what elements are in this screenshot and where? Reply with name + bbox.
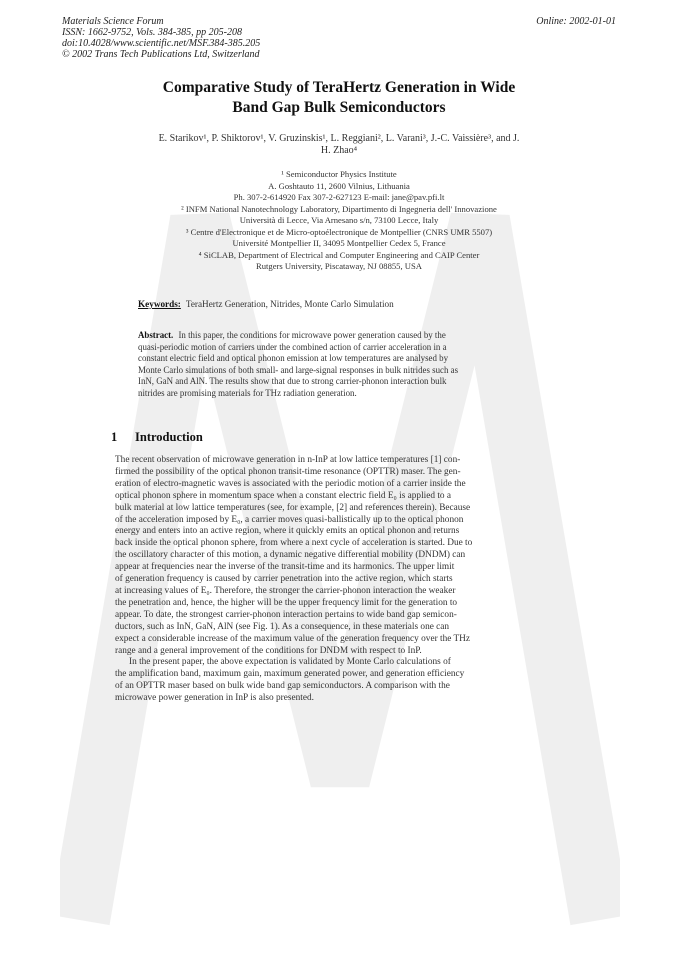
paper-title <box>110 78 568 118</box>
body-line: energy and enters into an active region, where it quickly emits an optical phonon and returns <box>115 526 460 537</box>
body-line: expect a considerable increase of the maximum value of the generation frequency over the THz <box>115 633 471 644</box>
journal-name: Materials Science Forum <box>62 16 164 27</box>
affiliation-line: Ph. 307-2-614920 Fax 307-2-627123 E-mail: jane@pav.pfi.lt <box>233 192 445 202</box>
section-heading <box>111 430 203 445</box>
abstract-line: In this paper, the conditions for microwave power generation caused by the <box>178 330 446 340</box>
affiliation-line: A. Goshtauto 11, 2600 Vilnius, Lithuania <box>268 180 410 191</box>
affiliation-line: ⁴ SiCLAB, Department of Electrical and Computer Engineering and CAIP Center <box>198 249 480 260</box>
body-line: eration of electro-magnetic waves is associated with the periodic motion of a carrier inside the <box>115 478 466 489</box>
abstract-label: Abstract. <box>138 330 174 340</box>
body-line: the oscillatory character of this motion, a dynamic negative differential mobility (DNDM) can <box>115 550 466 561</box>
keywords-text: TeraHertz Generation, Nitrides, Monte Carlo Simulation <box>185 299 394 309</box>
abstract <box>138 330 530 400</box>
body-line: The recent observation of microwave generation in n-InP at low lattice temperatures [1] con- <box>115 455 461 465</box>
body-line: of the acceleration imposed by E₀, a carrier moves quasi-ballistically up to the optical phonon <box>115 514 464 525</box>
online-date: Online: 2002-01-01 <box>536 16 616 27</box>
body-line: bulk material at low lattice temperatures (see, for example, [2] and references therein). Because <box>115 502 471 513</box>
abstract-line: quasi-periodic motion of carriers under the combined action of carrier acceleration in a <box>138 341 447 352</box>
body-line: the amplification band, maximum gain, maximum generated power, and generation efficiency <box>115 669 465 680</box>
body-line: In the present paper, the above expectation is validated by Monte Carlo calculations of <box>129 657 451 668</box>
affiliation-line: ³ Centre d'Electronique et de Micro-optoélectronique de Montpellier (CNRS UMR 5507) <box>185 226 493 237</box>
body-line: the penetration and, hence, the higher will be the upper frequency limit for the generation to <box>115 597 458 608</box>
authors-line-1: E. Starikov¹, P. Shiktorov¹, V. Gruzinskis¹, L. Reggiani², L. Varani³, J.-C. Vaissière³, and J. <box>158 133 520 144</box>
abstract-line: nitrides are promising materials for THz radiation generation. <box>138 387 357 398</box>
body-line: firmed the possibility of the optical phonon transit-time resonance (OPTTR) maser. The gen- <box>115 466 461 477</box>
doi-line: doi:10.4028/www.scientific.net/MSF.384-385.205 <box>62 38 261 49</box>
abstract-line: InN, GaN and AlN. The results show that due to strong carrier-phonon interaction bulk <box>138 376 447 387</box>
title-line-2: Band Gap Bulk Semiconductors <box>232 99 446 116</box>
affiliation-line: Université Montpellier II, 34095 Montpellier Cedex 5, France <box>232 238 446 248</box>
section-number: 1 <box>111 430 118 444</box>
section-title: Introduction <box>135 430 203 444</box>
affiliation-line: Università di Lecce, Via Arnesano s/n, 73100 Lecce, Italy <box>239 215 439 225</box>
authors-line-2: H. Zhao⁴ <box>320 145 358 156</box>
body-line: back inside the optical phonon sphere, from where a next cycle of acceleration is started. Due to <box>115 538 473 549</box>
abstract-line: Monte Carlo simulations of both small- and large-signal responses in bulk nitrides such as <box>138 364 459 375</box>
abstract-line: constant electric field and optical phonon emission at low temperatures are analysed by <box>138 353 449 364</box>
affiliation-line: Rutgers University, Piscataway, NJ 08855, USA <box>256 261 422 271</box>
body-line: of an OPTTR maser based on bulk wide band gap semiconductors. A comparison with the <box>115 681 450 692</box>
journal-header <box>62 16 260 60</box>
title-line-1: Comparative Study of TeraHertz Generation in Wide <box>162 79 516 96</box>
issn-line: ISSN: 1662-9752, Vols. 384-385, pp 205-208 <box>62 27 242 38</box>
affiliations <box>118 169 560 273</box>
copyright-line: © 2002 Trans Tech Publications Ltd, Switzerland <box>62 49 260 60</box>
introduction-body <box>115 455 563 705</box>
body-line: appear. To date, the strongest carrier-phonon interaction pertains to wide band gap semicon- <box>115 609 457 620</box>
body-line: appear at frequencies near the inverse of the transit-time and its harmonics. The upper limit <box>115 562 455 573</box>
body-line: at increasing values of E₀. Therefore, the stronger the carrier-phonon interaction the weaker <box>115 585 456 596</box>
affiliation-line: ² INFM National Nanotechnology Laboratory, Dipartimento di Ingegneria dell' Innovazione <box>181 203 497 214</box>
author-list <box>108 133 570 157</box>
body-line: microwave power generation in InP is also presented. <box>115 693 314 704</box>
body-line: of generation frequency is caused by carrier penetration into the active region, which starts <box>115 574 453 585</box>
body-line: range and a general improvement of the conditions for DNDM with respect to InP. <box>115 645 422 656</box>
keywords <box>138 299 394 309</box>
keywords-label: Keywords: <box>138 299 181 309</box>
body-line: ductors, such as InN, GaN, AlN (see Fig. 1). As a consequence, in these materials one can <box>115 621 450 632</box>
body-line: optical phonon sphere in momentum space when a constant electric field E₀ is applied to a <box>115 490 452 501</box>
affiliation-line: ¹ Semiconductor Physics Institute <box>281 169 397 179</box>
